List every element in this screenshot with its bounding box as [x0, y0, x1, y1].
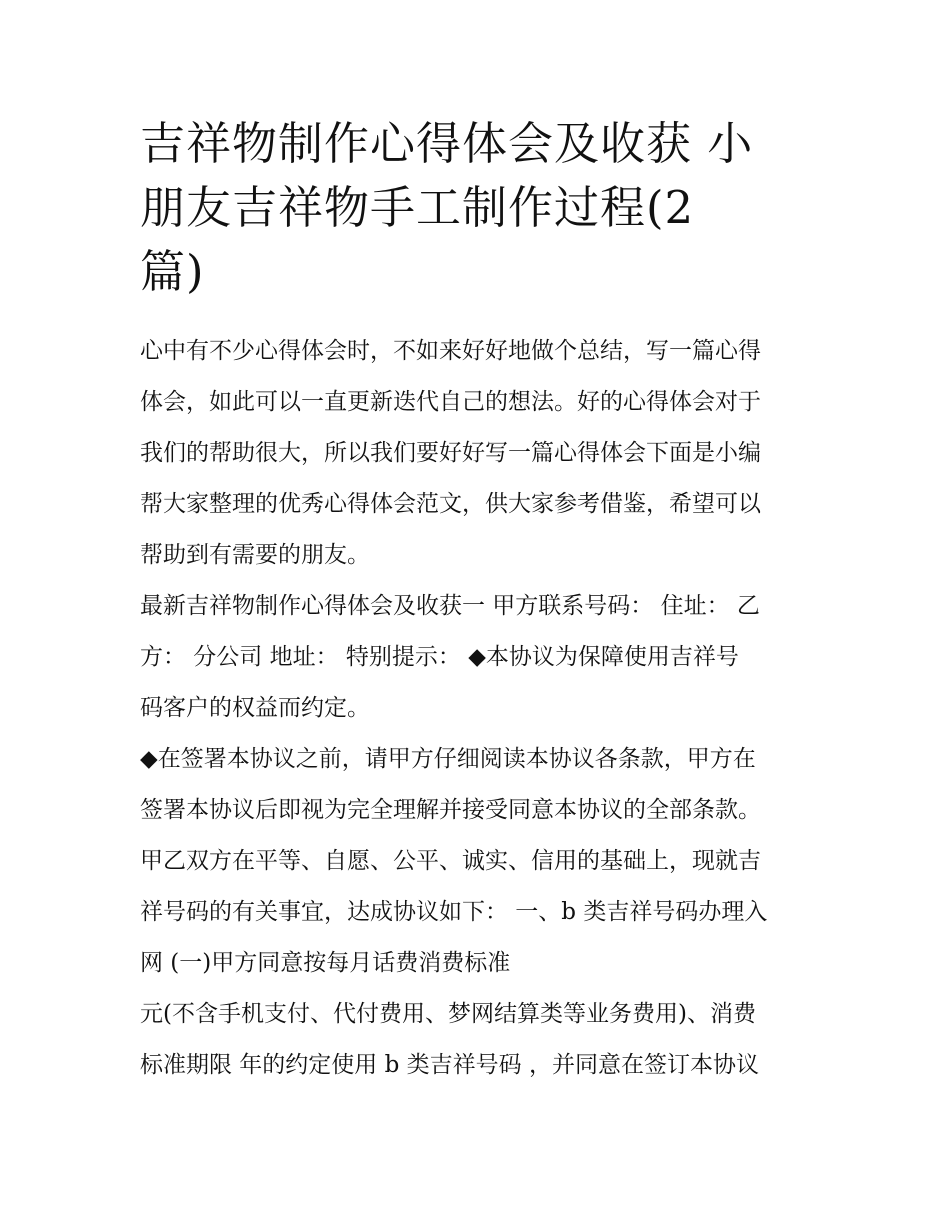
document-body	[140, 326, 812, 1091]
text-line: 甲乙双方在平等、自愿、公平、诚实、信用的基础上，现就吉	[140, 848, 761, 874]
text-line: 体会，如此可以一直更新迭代自己的想法。好的心得体会对于	[140, 389, 761, 415]
paragraph-intro	[140, 326, 812, 581]
text-line: 方： 分公司 地址： 特别提示： ◆本协议为保障使用吉祥号	[140, 644, 739, 670]
text-line: 标准期限 年的约定使用 b 类吉祥号码 ，并同意在签订本协议	[140, 1052, 759, 1078]
text-line: 心中有不少心得体会时，不如来好好地做个总结，写一篇心得	[140, 338, 761, 364]
text-line: 帮助到有需要的朋友。	[140, 542, 370, 568]
paragraph-consumption-standard	[140, 989, 812, 1091]
text-line: 签署本协议后即视为完全理解并接受同意本协议的全部条款。	[140, 797, 761, 823]
text-line: 祥号码的有关事宜，达成协议如下： 一、b 类吉祥号码办理入	[140, 899, 768, 925]
text-line: 码客户的权益而约定。	[140, 695, 370, 721]
title-line: 吉祥物制作心得体会及收获 小	[140, 117, 754, 170]
text-line: 帮大家整理的优秀心得体会范文，供大家参考借鉴，希望可以	[140, 491, 761, 517]
title-line: 篇)	[140, 245, 205, 298]
document-title	[140, 112, 812, 304]
text-line: 最新吉祥物制作心得体会及收获一 甲方联系号码： 住址： 乙	[140, 593, 760, 619]
text-line: 我们的帮助很大，所以我们要好好写一篇心得体会下面是小编	[140, 440, 761, 466]
title-line: 朋友吉祥物手工制作过程(2	[140, 181, 695, 234]
text-line: ◆在签署本协议之前，请甲方仔细阅读本协议各条款，甲方在	[140, 746, 756, 772]
text-line: 元(不含手机支付、代付费用、梦网结算类等业务费用)、消费	[140, 1001, 756, 1027]
paragraph-agreement-header	[140, 581, 812, 734]
paragraph-agreement-terms	[140, 734, 812, 989]
text-line: 网 (一)甲方同意按每月话费消费标准	[140, 950, 511, 976]
